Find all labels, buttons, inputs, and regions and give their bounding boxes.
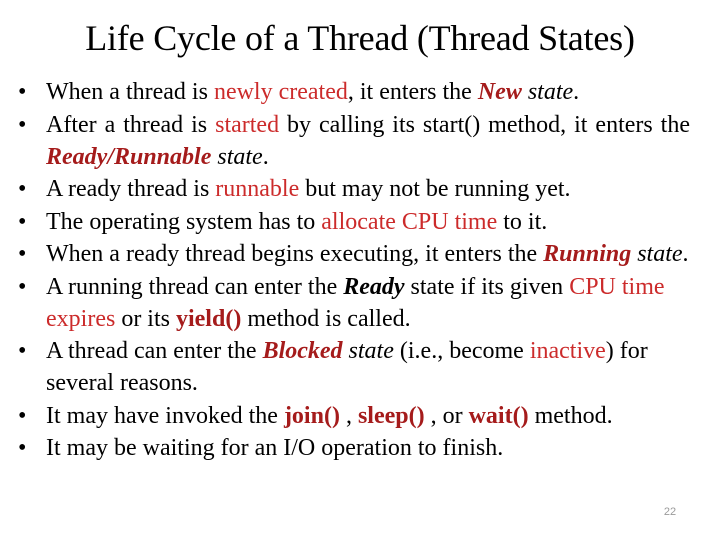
bullet-text-segment: . — [573, 79, 580, 105]
bullet-marker: • — [18, 208, 27, 235]
bullet-text-segment: When a ready thread begins executing, it enters the — [46, 241, 544, 267]
bullet-text-segment: to it. — [497, 208, 548, 235]
bullet-item — [18, 400, 690, 432]
bullet-marker: • — [18, 111, 27, 138]
bullet-text-segment: state — [521, 79, 574, 105]
page-number: 22 — [663, 506, 677, 518]
bullet-marker: • — [18, 402, 27, 429]
bullet-marker: • — [18, 435, 27, 461]
bullet-text-segment: It may have invoked the — [46, 402, 284, 429]
bullet-text-segment: Running — [543, 241, 632, 267]
bullet-item — [18, 206, 690, 238]
bullet-text-segment: A thread can enter the — [46, 338, 263, 364]
bullet-text-segment: It may be waiting for an I/O operation to finish. — [46, 435, 504, 461]
bullet-marker: • — [18, 241, 27, 267]
bullet-text-segment: method is called. — [241, 305, 411, 332]
bullet-text-segment: New — [477, 79, 522, 105]
bullet-text-segment: wait() — [468, 402, 529, 429]
bullet-item — [18, 432, 690, 464]
bullet-text-segment: , or — [424, 402, 469, 429]
bullet-item — [18, 335, 690, 399]
bullet-text-segment: or its — [115, 305, 176, 332]
bullet-text-segment: A ready thread is — [46, 176, 216, 202]
bullet-text-segment: A running thread can enter the — [46, 273, 344, 300]
bullet-text-segment: CPU time expires — [46, 273, 665, 332]
bullet-text-segment: Ready — [343, 273, 405, 300]
bullet-item — [18, 271, 690, 335]
bullet-item — [18, 173, 690, 205]
bullet-text-segment: runnable — [215, 176, 300, 202]
bullet-text-segment: ) for several reasons. — [46, 338, 648, 396]
bullet-text-segment: inactive — [529, 338, 606, 364]
bullet-item — [18, 76, 690, 108]
bullet-text-segment: After a thread is — [46, 111, 216, 138]
bullet-text-segment: When a thread is — [46, 79, 214, 105]
bullet-text-segment: , — [339, 402, 358, 429]
bullet-text-segment: allocate CPU time — [321, 208, 498, 235]
bullet-text-segment: state — [342, 338, 394, 364]
bullet-text-segment: sleep() — [357, 402, 425, 429]
bullet-marker: • — [18, 79, 27, 105]
bullet-list — [18, 76, 690, 465]
bullet-marker: • — [18, 273, 27, 300]
bullet-text-segment: state — [211, 143, 263, 170]
bullet-text-segment: started — [215, 111, 280, 138]
bullet-text-segment: yield() — [175, 305, 242, 332]
bullet-text-segment: join() — [283, 402, 340, 429]
bullet-text-segment: newly created — [213, 79, 348, 105]
bullet-text-segment: by calling its start() method, it enters the — [279, 111, 690, 138]
bullet-text-segment: (i.e., become — [393, 338, 530, 364]
bullet-marker: • — [18, 176, 27, 202]
bullet-text-segment: state if its given — [404, 273, 570, 300]
bullet-text-segment: Blocked — [262, 338, 343, 364]
bullet-text-segment: but may not be running yet. — [299, 176, 571, 202]
bullet-text-segment: . — [682, 241, 689, 267]
bullet-text-segment: Ready/Runnable — [46, 143, 212, 170]
bullet-text-segment: state — [631, 241, 683, 267]
bullet-text-segment: . — [262, 143, 269, 170]
bullet-text-segment: , it enters the — [347, 79, 478, 105]
bullet-item — [18, 109, 690, 173]
bullet-item — [18, 238, 690, 270]
bullet-text-segment: method. — [528, 402, 613, 429]
bullet-marker: • — [18, 338, 27, 364]
slide-title: Life Cycle of a Thread (Thread States) — [85, 18, 635, 58]
bullet-text-segment: The operating system has to — [46, 208, 322, 235]
